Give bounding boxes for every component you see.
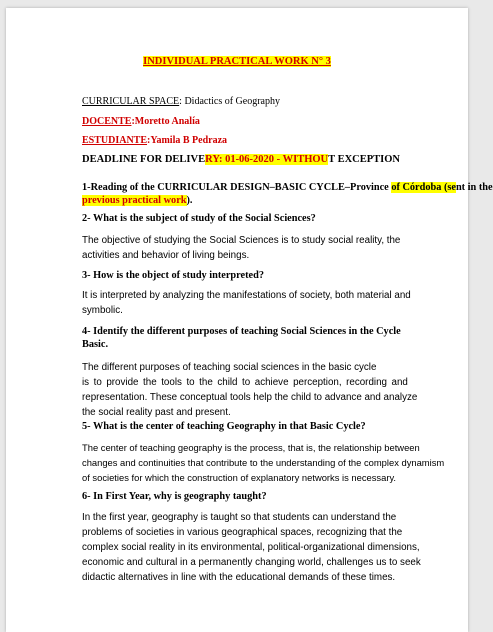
answer-4: [82, 360, 417, 420]
answer-4-line: The different purposes of teaching social sciences in the basic cycle: [82, 362, 377, 373]
answer-4-word: the: [143, 377, 157, 388]
estudiante-line: [82, 135, 227, 146]
page-title-text: INDIVIDUAL PRACTICAL WORK N° 3: [143, 56, 331, 67]
question-4: [82, 325, 401, 351]
answer-4-word: perception,: [293, 377, 342, 388]
question-4-line: 4- Identify the different purposes of teaching Social Sciences in the Cycle: [82, 326, 401, 337]
answer-3-line: symbolic.: [82, 305, 123, 316]
answer-4-word: tools: [161, 377, 182, 388]
deadline-part-b: RY: 01-06-2020 - WITHOU: [205, 154, 329, 165]
answer-4-word: and: [391, 377, 408, 388]
docente-label: DOCENTE: [82, 116, 132, 127]
answer-6-line: didactic alternatives in line with the educational demands of these times.: [82, 572, 396, 583]
answer-6-line: complex social reality in its environmental, political-organizational dimensions,: [82, 542, 420, 553]
deadline-part-a: DEADLINE FOR DELIVE: [82, 154, 206, 165]
question-2: 2- What is the subject of study of the Social Sciences?: [82, 213, 316, 224]
answer-4-word: to: [186, 377, 195, 388]
answer-4-word: is: [82, 377, 90, 388]
question-1-part-a: 1-Reading of the CURRICULAR DESIGN–BASIC CYCLE–Province: [82, 182, 392, 193]
answer-4-word: child: [217, 377, 238, 388]
estudiante-value: :Yamila B Pedraza: [147, 135, 228, 146]
question-1-part-e: ).: [186, 195, 193, 206]
question-1-part-d: previous practical work: [82, 195, 187, 206]
answer-5-line: changes and continuities that contribute to the understanding of the complex dynamism: [82, 457, 445, 468]
curricular-space-value: : Didactics of Geography: [179, 96, 280, 107]
question-1-part-c: nt in the: [455, 182, 493, 193]
answer-4-line: the social reality past and present.: [82, 407, 231, 418]
answer-4-word: to: [93, 377, 102, 388]
answer-6-line: economic and cultural in a permanently changing world, challenges us to seek: [82, 557, 421, 568]
answer-6-line: In the first year, geography is taught so that students can understand the: [82, 512, 397, 523]
docente-line: [82, 116, 200, 127]
question-6: 6- In First Year, why is geography taught?: [82, 491, 267, 502]
answer-5-line: The center of teaching geography is the process, that is, the relationship between: [82, 442, 420, 453]
answer-6-line: problems of societies in various geographical spaces, recognizing that the: [82, 527, 403, 538]
answer-3-line: It is interpreted by analyzing the manifestations of society, both material and: [82, 290, 411, 301]
question-1-line-2: [82, 195, 193, 206]
question-5: 5- What is the center of teaching Geography in that Basic Cycle?: [82, 421, 366, 432]
deadline-part-c: T: [328, 154, 335, 165]
docente-value: :Moretto Analía: [131, 116, 200, 127]
question-1-part-b: of Córdoba (se: [391, 182, 456, 193]
document-page: [6, 8, 493, 632]
answer-2-line: The objective of studying the Social Sciences is to study social reality, the: [82, 235, 401, 246]
answer-4-line: representation. These conceptual tools help the child to advance and analyze: [82, 392, 418, 403]
answer-4-word: the: [199, 377, 213, 388]
question-4-line: Basic.: [82, 339, 109, 350]
answer-2: [82, 233, 400, 263]
page-title: [6, 56, 468, 67]
question-1: [82, 182, 493, 193]
answer-4-word: achieve: [254, 377, 289, 388]
answer-2-line: activities and behavior of living beings.: [82, 250, 250, 261]
answer-4-justified-line: [82, 375, 408, 390]
deadline-line: [82, 154, 400, 165]
answer-6: [82, 510, 421, 585]
answer-4-word: to: [242, 377, 251, 388]
answer-5-line: of societies for which the construction of explanatory networks is necessary.: [82, 472, 397, 483]
curricular-space-label: CURRICULAR SPACE: [82, 96, 180, 107]
question-3: 3- How is the object of study interpreted?: [82, 270, 264, 281]
deadline-part-d: EXCEPTION: [334, 154, 401, 165]
estudiante-label: ESTUDIANTE: [82, 135, 148, 146]
answer-4-word: provide: [106, 377, 139, 388]
answer-3: [82, 288, 411, 318]
answer-4-word: recording: [346, 377, 387, 388]
answer-5: [82, 440, 444, 485]
curricular-space-line: [82, 96, 280, 107]
